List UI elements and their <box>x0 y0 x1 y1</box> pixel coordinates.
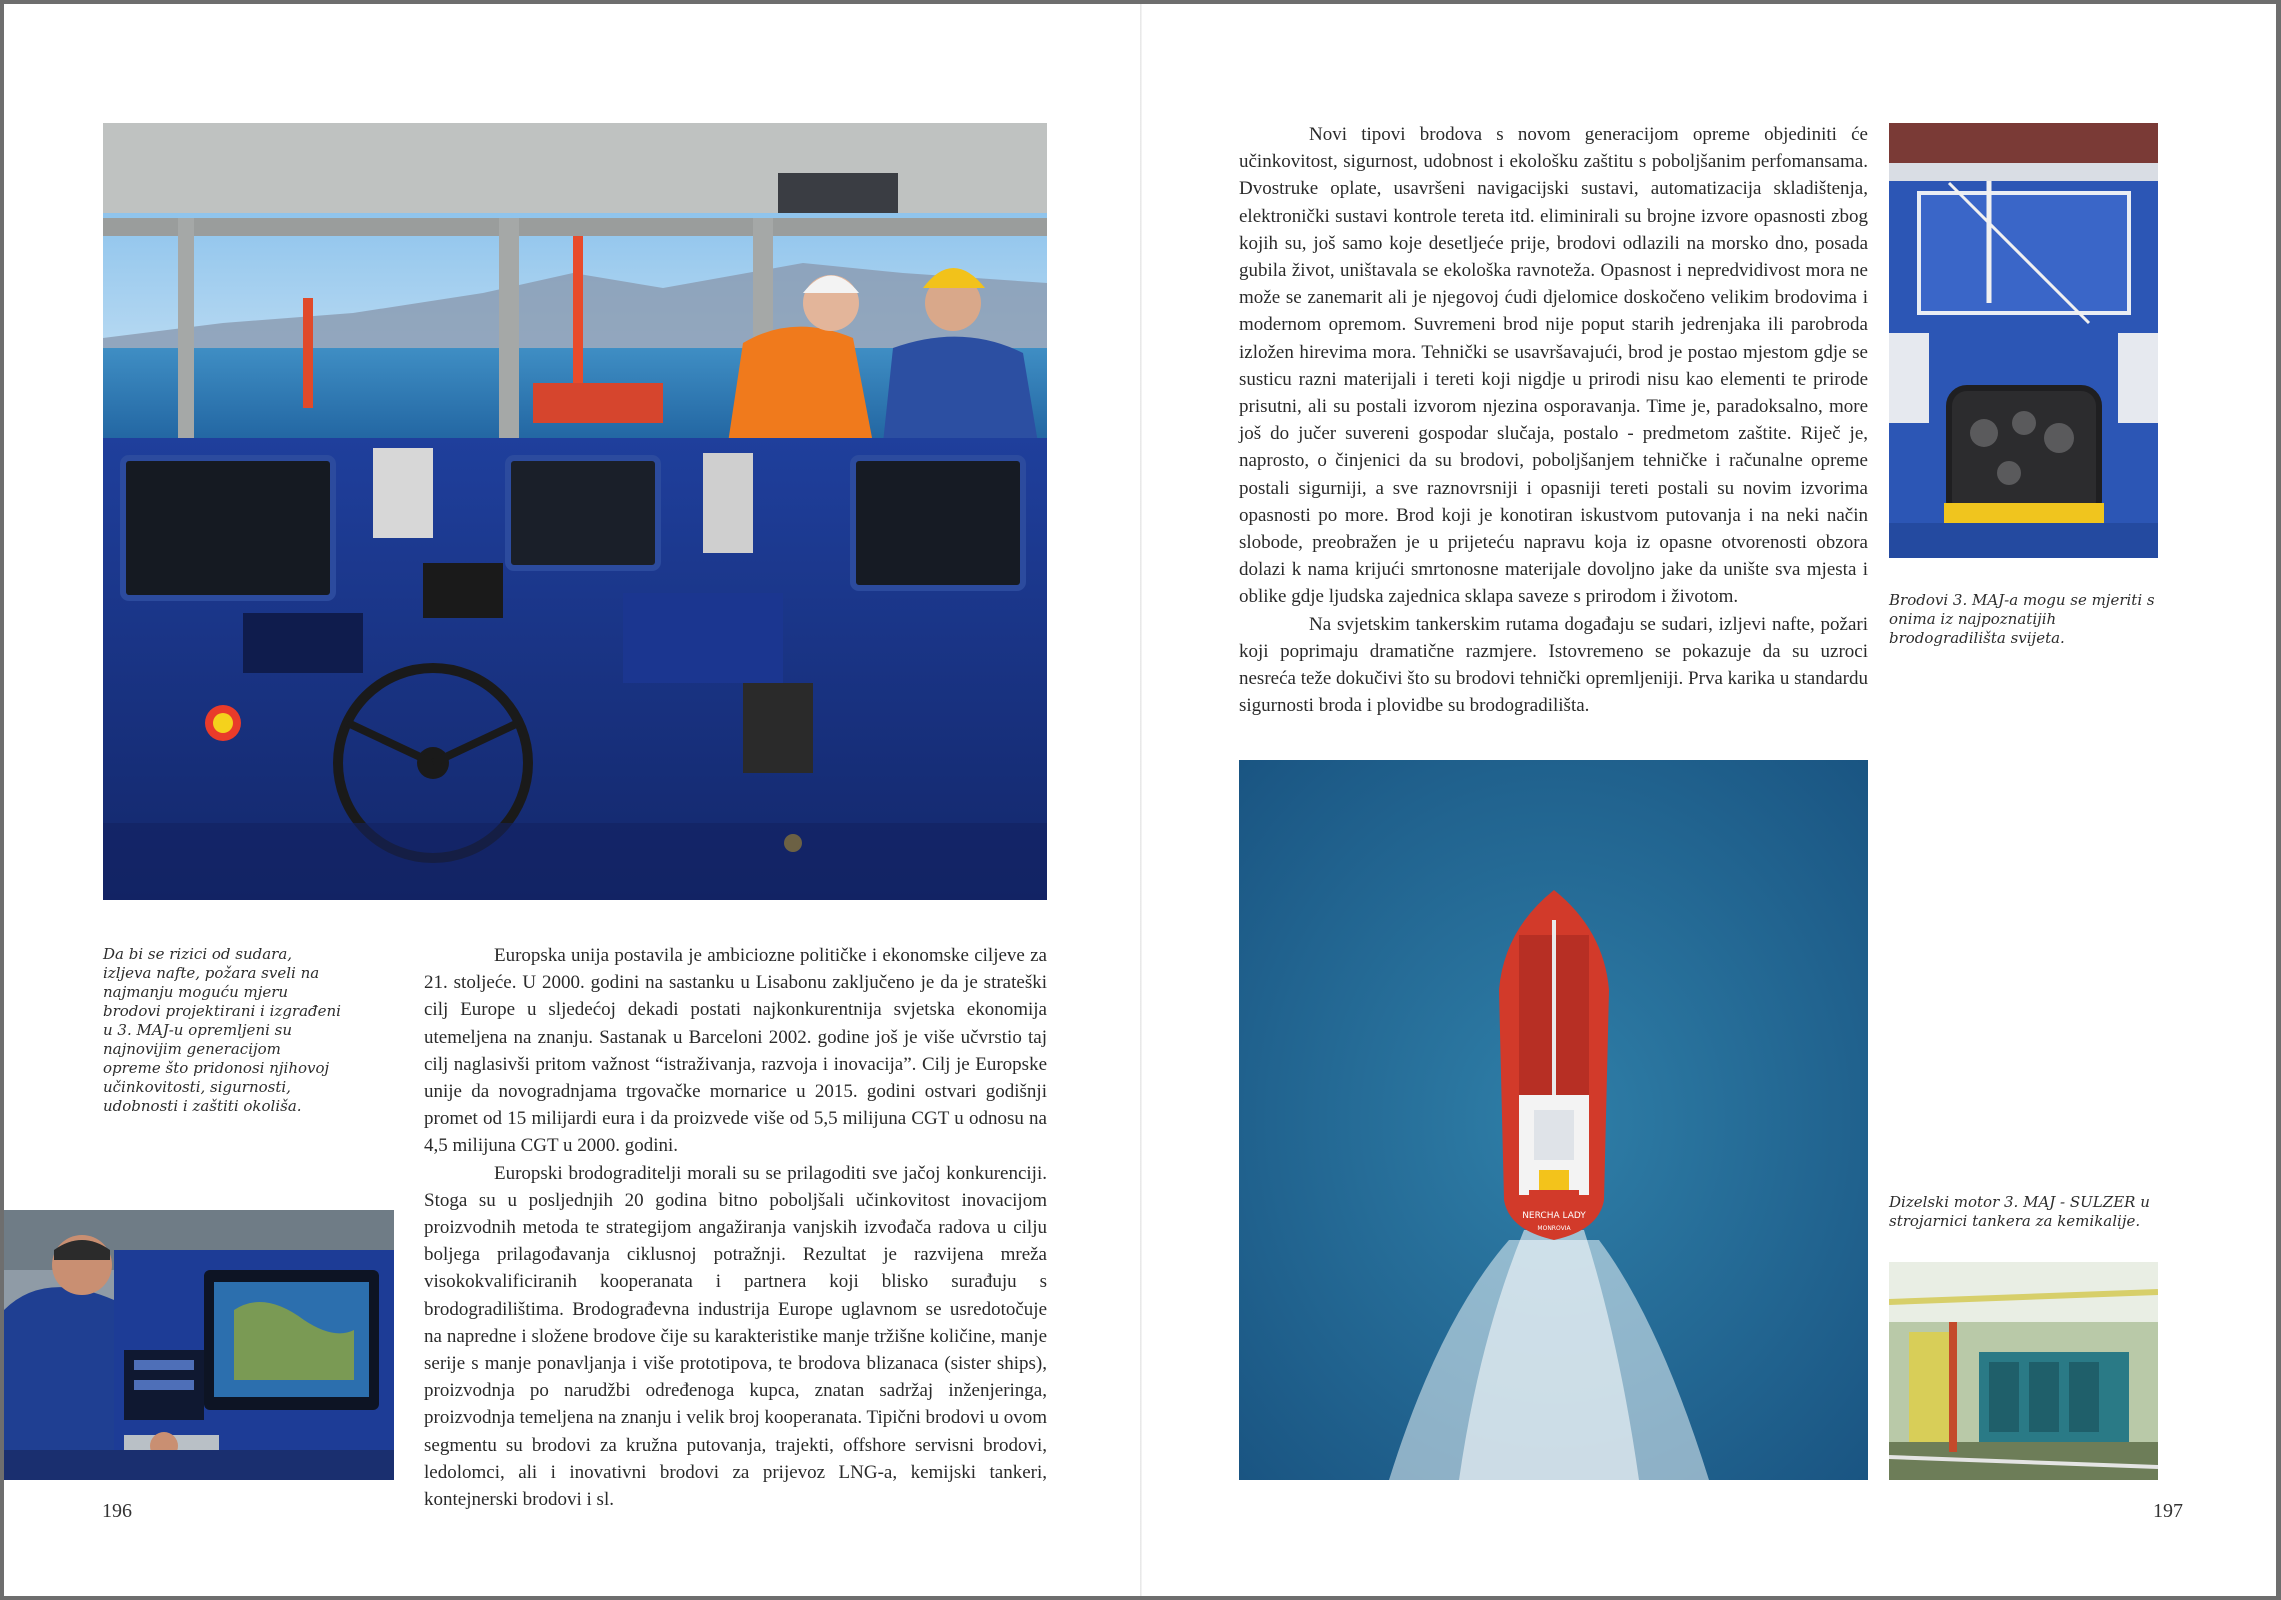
ship-port-label: MONROVIA <box>1537 1225 1571 1232</box>
bridge-photo-caption: Da bi se rizici od sudara, izljeva nafte, požara sveli na najmanju moguću mjeru brodovi projektirani i izgrađeni u 3. MAJ-u opremljeni su najnovijim generacijom opreme što pridonosi njihovoj učinkovitosti, sigurnosti, udobnosti i zaštiti okoliša. <box>103 945 341 1115</box>
right-page-number: 197 <box>2153 1500 2183 1522</box>
right-paragraph-1: Novi tipovi brodova s novom generacijom opreme objediniti će učinkovitost, sigurnost, udobnost i ekološku zaštitu s poboljšanim perfomansama. Dvostruke oplate, usavršeni navigacijski sustavi, automatizacija skladištenja, elektronički sustavi kontrole tereta itd. eliminirali su brojne izvore opasnosti zbog kojih su, još samo koje desetljeće prije, brodovi odlazili na morsko dno, posada gubila život, uništavala se ekološka ravnoteža. Opasnost i nepredvidivost mora ne može se zanemarit ali je njegovoj ćudi djelomice doskočeno velikim brodovima i modernom opremom. Suvremeni brod nije poput starih jedrenjaka ili parobroda izložen hirevima mora. Tehnički se usavršavajući, brod je postao mjestom gdje se susticu razni materijali i tereti koji nigdje u prirodi nisu kao elementi te prirode prisutni, ali su postali izvorom njezina osporavanja. Time je, paradoksalno, more još do jučer suvereni gospodar slučaja, postalo - predmetom zaštite. Riječ je, naprosto, o činjenici da su brodovi, poboljšanjem tehničke i računalne opreme postali sigurniji, a sve raznovrsniji i opasniji tereti postali su novim izvorima opasnosti po more. Brod koji je konotiran iskustvom putovanja i na neki način slobode, preobražen je u prijeteću napravu koja iz opasne otvorenosti obzora dolazi k nama krijući smrtonosne materijale dovoljno jake da unište sva mjesta i oblike gdje ljudska zajednica sklapa saveze s prirodom i životom. <box>1239 124 1868 608</box>
ship-deck-photo <box>1889 123 2158 558</box>
left-page-number: 196 <box>102 1500 132 1522</box>
right-paragraph-2: Na svjetskim tankerskim rutama događaju se sudari, izljevi nafte, požari koji poprimaju dramatične razmjere. Istovremeno se pokazuje da su uzroci nesreća teže dokučivi što su brodovi tehnički opremljeniji. Prva karika u standardu sigurnosti broda i plovidbe su brodogradilišta. <box>1239 613 1868 717</box>
bridge-console-photo <box>103 123 1047 900</box>
left-paragraph-1: Europska unija postavila je ambiciozne političke i ekonomske ciljeve za 21. stoljeće. U 2000. godini na sastanku u Lisabonu zaključeno je da je strateški cilj Europe u sljedećoj dekadi postati najkonkurentnija svjetska ekonomija utemeljena na znanju. Sastanak u Barceloni 2002. godine još je više učvrstio taj cilj naglasivši pritom važnost “istraživanja, razvoja i inovacija”. Cilj je Europske unije da novogradnjama trgovačke mornarice u 2015. godini ostvari godišnji promet od 15 milijardi eura i da proizvede više od 5,5 milijuna CGT u odnosu na 4,5 milijuna CGT u 2000. godini. <box>424 945 1047 1157</box>
operator-console-photo <box>4 1210 394 1480</box>
page-spine <box>1140 4 1142 1596</box>
engine-room-photo <box>1889 1262 2158 1480</box>
tanker-aerial-photo <box>1239 760 1868 1480</box>
left-page-body <box>424 942 1047 1513</box>
engine-photo-caption: Dizelski motor 3. MAJ - SULZER u strojarnici tankera za kemikalije. <box>1889 1193 2150 1230</box>
right-page-body <box>1239 121 1868 719</box>
book-spread <box>4 4 2276 1596</box>
deck-photo-caption: Brodovi 3. MAJ-a mogu se mjeriti s onima iz najpoznatijih brodogradilišta svijeta. <box>1889 591 2155 647</box>
ship-name-label: NERCHA LADY <box>1522 1211 1586 1221</box>
left-paragraph-2: Europski brodograditelji morali su se prilagoditi sve jačoj konkurenciji. Stoga su u posljednjih 20 godina bitno poboljšali učinkovitost inovacijom proizvodnih metoda te strategijom angažiranja vanjskih izvođača radova u cilju boljega prilagođavanja ciklusnoj potražnji. Rezultat je razvijena mreža visokokvalificiranih kooperanata i partnera koji blisko surađuju s brodogradilištima. Brodograđevna industrija Europe uglavnom se usredotočuje na napredne i složene brodove čije su karakteristike manje tržišne količine, manje serije s manje ponavljanja i više prototipova, te brodova blizanaca (sister ships), proizvodnja po narudžbi određenoga kupca, znatan sadržaj inženjeringa, proizvodnja temeljena na znanju i velik broj kooperanata. Tipični brodovi u ovom segmentu su brodovi za kružna putovanja, trajekti, offshore servisni brodovi, ledolomci, ali i inovativni brodovi za prijevoz LNG-a, kemijski tankeri, kontejnerski brodovi i sl. <box>424 1162 1047 1511</box>
